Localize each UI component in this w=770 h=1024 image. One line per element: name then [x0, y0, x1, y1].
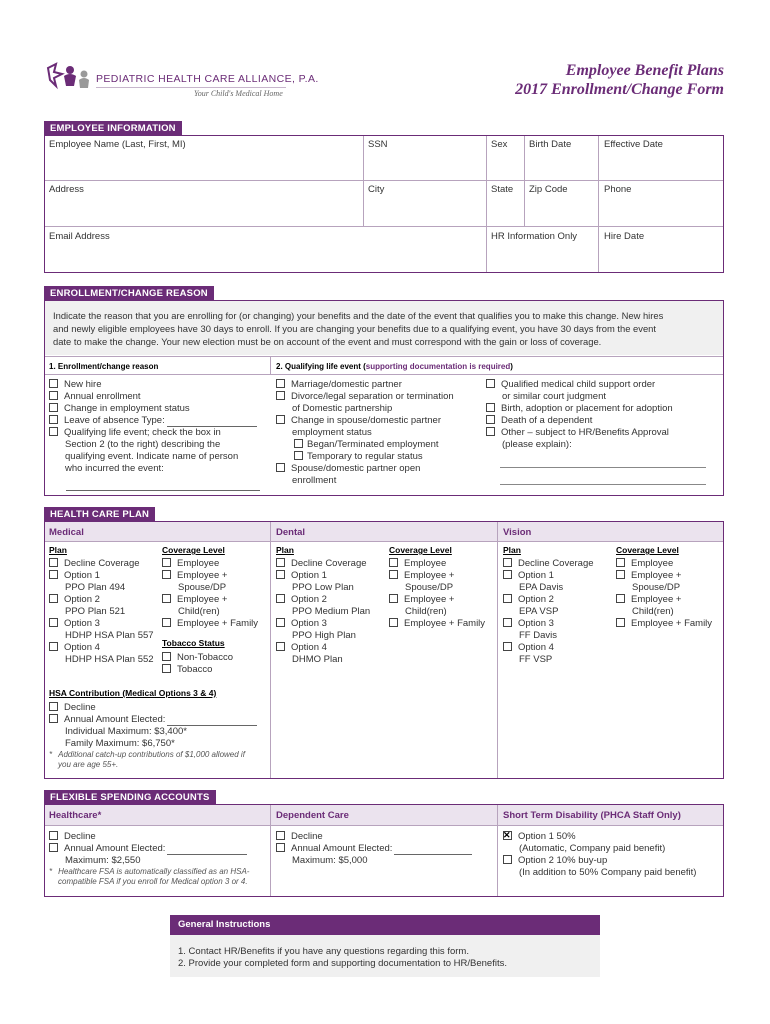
- checkbox[interactable]: [162, 664, 171, 673]
- dental-coverage-label: Coverage Level: [389, 545, 452, 555]
- event-other-cont: (please explain):: [502, 439, 572, 450]
- checkbox[interactable]: [486, 427, 495, 436]
- checkbox[interactable]: [276, 379, 285, 388]
- vision-option-3[interactable]: [503, 618, 554, 630]
- employee-info-box: [44, 135, 724, 273]
- zip-code-field[interactable]: Zip Code: [529, 184, 568, 195]
- medical-plan-name: HDHP HSA Plan 557: [65, 630, 154, 641]
- std-head: Short Term Disability (PHCA Staff Only): [503, 810, 681, 821]
- checkbox[interactable]: [49, 702, 58, 711]
- vision-plan-name: FF VSP: [519, 654, 553, 665]
- dental-plan-name: PPO Medium Plan: [292, 606, 371, 617]
- plan-label: Decline Coverage: [64, 558, 140, 569]
- divider: [270, 356, 271, 374]
- checkbox[interactable]: [486, 379, 495, 388]
- checkbox[interactable]: [503, 618, 512, 627]
- checkbox[interactable]: [49, 831, 58, 840]
- checkbox[interactable]: [49, 391, 58, 400]
- hc-fsa-amount-input[interactable]: [167, 846, 247, 855]
- other-explain-input[interactable]: [500, 484, 706, 485]
- divider: [270, 805, 271, 896]
- checkbox[interactable]: [503, 558, 512, 567]
- fsa-label: Annual Amount Elected:: [291, 843, 393, 854]
- checkbox[interactable]: [49, 642, 58, 651]
- enrollment-intro-2: and newly eligible employees have 30 days to enroll. If you are changing your benefits due to a qualifying event, you have 30 days from the event: [53, 323, 656, 334]
- plan-label: Decline Coverage: [518, 558, 594, 569]
- tobacco-status-label: Tobacco Status: [162, 638, 225, 648]
- dental-decline[interactable]: [276, 558, 367, 570]
- coverage-label: Employee +: [404, 570, 455, 581]
- reason-label: Annual enrollment: [64, 391, 141, 402]
- reason-leave[interactable]: [49, 415, 257, 427]
- dependent-care-head: Dependent Care: [276, 810, 349, 821]
- plan-label: Option 3: [291, 618, 327, 629]
- coverage-label: Employee: [177, 558, 220, 569]
- vision-head: Vision: [503, 527, 532, 538]
- coverage-label: Employee: [404, 558, 447, 569]
- vision-option-2[interactable]: [503, 594, 554, 606]
- checkbox[interactable]: [276, 391, 285, 400]
- plan-label: Option 2: [64, 594, 100, 605]
- vision-cov-spouse[interactable]: [616, 570, 681, 582]
- dental-cov-spouse[interactable]: [389, 570, 454, 582]
- coverage-label: Employee + Family: [404, 618, 486, 629]
- checkbox[interactable]: [503, 570, 512, 579]
- checkbox[interactable]: [162, 558, 171, 567]
- email-field[interactable]: Email Address: [49, 231, 110, 242]
- birth-date-field[interactable]: Birth Date: [529, 139, 572, 150]
- dental-option-3[interactable]: [276, 618, 327, 630]
- divider: [45, 356, 723, 357]
- fsa-label: Annual Amount Elected:: [64, 843, 166, 854]
- std-option-1-desc: (Automatic, Company paid benefit): [519, 843, 666, 854]
- divider: [45, 180, 723, 181]
- std-option-2[interactable]: [503, 855, 607, 867]
- hsa-note-cont: you are age 55+.: [58, 760, 119, 769]
- hsa-decline[interactable]: [49, 702, 96, 714]
- plan-label: Option 3: [518, 618, 554, 629]
- std-label: Option 1 50%: [518, 831, 576, 842]
- event-spouse-open-cont: enrollment: [292, 475, 337, 486]
- dental-plan-name: PPO Low Plan: [292, 582, 354, 593]
- plan-label: Option 2: [291, 594, 327, 605]
- medical-plan-name: PPO Plan 521: [65, 606, 126, 617]
- event-birth-adoption[interactable]: [486, 403, 673, 415]
- logo-divider: [96, 87, 286, 88]
- checkbox[interactable]: [49, 618, 58, 627]
- coverage-label: Employee +: [631, 594, 682, 605]
- checkbox[interactable]: [503, 642, 512, 651]
- tobacco-yes[interactable]: [162, 664, 212, 676]
- event-label: Death of a dependent: [501, 415, 593, 426]
- hsa-label: Annual Amount Elected:: [64, 714, 166, 725]
- coverage-label: Employee +: [404, 594, 455, 605]
- event-label: Divorce/legal separation or termination: [291, 391, 454, 402]
- checkbox[interactable]: [276, 463, 285, 472]
- medical-cov-children[interactable]: [162, 594, 227, 606]
- plan-label: Option 2: [518, 594, 554, 605]
- event-divorce[interactable]: [276, 391, 454, 403]
- vision-option-1[interactable]: [503, 570, 554, 582]
- event-label: Other – subject to HR/Benefits Approval: [501, 427, 669, 438]
- other-explain-input[interactable]: [500, 467, 706, 468]
- vision-plan-name: EPA Davis: [519, 582, 564, 593]
- dental-cov-children[interactable]: [389, 594, 454, 606]
- checkbox[interactable]: [276, 558, 285, 567]
- divider: [497, 522, 498, 778]
- coverage-label: Employee + Family: [177, 618, 259, 629]
- enrollment-tab: ENROLLMENT/CHANGE REASON: [44, 286, 214, 301]
- instruction-1: 1. Contact HR/Benefits if you have any questions regarding this form.: [178, 946, 469, 957]
- divider: [497, 805, 498, 896]
- coverage-cont: Spouse/DP: [632, 582, 681, 593]
- checkbox[interactable]: [389, 570, 398, 579]
- checkbox[interactable]: [49, 558, 58, 567]
- health-head-bg: [45, 522, 723, 541]
- hsa-note: [49, 750, 245, 761]
- checkbox[interactable]: [49, 714, 58, 723]
- enrollment-col1-head: 1. Enrollment/change reason: [49, 362, 159, 371]
- logo: [44, 62, 319, 102]
- event-label: Change in spouse/domestic partner: [291, 415, 441, 426]
- divider: [270, 522, 271, 778]
- event-spouse-open[interactable]: [276, 463, 420, 475]
- ssn-field[interactable]: SSN: [368, 139, 388, 150]
- event-child-support[interactable]: [486, 379, 655, 391]
- coverage-label: Employee +: [177, 594, 228, 605]
- hsa-amount-input[interactable]: [167, 717, 257, 726]
- checkbox[interactable]: [276, 594, 285, 603]
- dental-cov-employee[interactable]: [389, 558, 446, 570]
- medical-option-3[interactable]: [49, 618, 100, 630]
- medical-cov-family[interactable]: [162, 618, 258, 630]
- hsa-family-max: Family Maximum: $6,750*: [65, 738, 175, 749]
- reason-qualifying-cont: who incurred the event:: [65, 463, 164, 474]
- event-marriage[interactable]: [276, 379, 402, 391]
- plan-label: Option 3: [64, 618, 100, 629]
- hire-date-field[interactable]: Hire Date: [604, 231, 645, 242]
- address-field[interactable]: Address: [49, 184, 84, 195]
- plan-label: Option 4: [64, 642, 100, 653]
- checkbox[interactable]: [616, 570, 625, 579]
- dental-option-1[interactable]: [276, 570, 327, 582]
- checkbox[interactable]: [276, 843, 285, 852]
- reason-label: New hire: [64, 379, 102, 390]
- event-spouse-cont: employment status: [292, 427, 372, 438]
- checkbox[interactable]: [49, 427, 58, 436]
- dental-head: Dental: [276, 527, 306, 538]
- checkbox[interactable]: [276, 415, 285, 424]
- medical-decline[interactable]: [49, 558, 140, 570]
- std-option-1[interactable]: [503, 831, 576, 843]
- plan-label: Decline Coverage: [291, 558, 367, 569]
- medical-option-1[interactable]: [49, 570, 100, 582]
- reason-qualifying-cont: Section 2 (to the right) describing the: [65, 439, 221, 450]
- event-label: Qualified medical child support order: [501, 379, 656, 390]
- checkbox[interactable]: [389, 618, 398, 627]
- checkbox[interactable]: [162, 594, 171, 603]
- checkbox[interactable]: [276, 642, 285, 651]
- vision-decline[interactable]: [503, 558, 594, 570]
- reason-new-hire[interactable]: [49, 379, 102, 391]
- checkbox[interactable]: [389, 558, 398, 567]
- checkbox[interactable]: [162, 570, 171, 579]
- event-child-support-cont: or similar court judgment: [502, 391, 607, 402]
- reason-employment-change[interactable]: [49, 403, 190, 415]
- hsa-individual-max: Individual Maximum: $3,400*: [65, 726, 187, 737]
- city-field[interactable]: City: [368, 184, 385, 195]
- divider: [45, 374, 723, 375]
- instruction-2: 2. Provide your completed form and supporting documentation to HR/Benefits.: [178, 958, 507, 969]
- coverage-cont: Spouse/DP: [178, 582, 227, 593]
- dental-option-4[interactable]: [276, 642, 327, 654]
- coverage-label: Employee +: [177, 570, 228, 581]
- hsa-annual[interactable]: [49, 714, 257, 726]
- checkbox[interactable]: [276, 618, 285, 627]
- coverage-cont: Child(ren): [632, 606, 674, 617]
- dc-fsa-max: Maximum: $5,000: [292, 855, 368, 866]
- vision-cov-family[interactable]: [616, 618, 712, 630]
- coverage-cont: Spouse/DP: [405, 582, 454, 593]
- reason-label: Leave of absence Type:: [64, 415, 165, 426]
- std-label: Option 2 10% buy-up: [518, 855, 608, 866]
- medical-coverage-label: Coverage Level: [162, 545, 225, 555]
- enrollment-col2-head: [276, 361, 513, 373]
- vision-cov-employee[interactable]: [616, 558, 673, 570]
- dental-cov-family[interactable]: [389, 618, 485, 630]
- checkbox[interactable]: [276, 570, 285, 579]
- event-spouse-employment[interactable]: [276, 415, 441, 427]
- instructions-head: General Instructions: [170, 915, 600, 935]
- hc-fsa-note-cont: compatible FSA if you enroll for Medical option 3 or 4.: [58, 877, 248, 886]
- checkbox[interactable]: [49, 594, 58, 603]
- asterisk: *: [49, 867, 53, 876]
- vision-option-4[interactable]: [503, 642, 554, 654]
- plan-label: Option 4: [291, 642, 327, 653]
- note-text: Healthcare FSA is automatically classified as an HSA-: [58, 867, 250, 876]
- divider: [45, 825, 723, 826]
- fsa-label: Decline: [291, 831, 323, 842]
- effective-date-field[interactable]: Effective Date: [604, 139, 663, 150]
- event-divorce-cont: of Domestic partnership: [292, 403, 393, 414]
- dc-fsa-annual[interactable]: [276, 843, 472, 855]
- plan-label: Option 1: [291, 570, 327, 581]
- hc-fsa-annual[interactable]: [49, 843, 247, 855]
- checkbox[interactable]: [49, 403, 58, 412]
- coverage-label: Employee: [631, 558, 674, 569]
- vision-cov-children[interactable]: [616, 594, 681, 606]
- event-death[interactable]: [486, 415, 592, 427]
- checkbox[interactable]: [486, 415, 495, 424]
- checkbox[interactable]: [294, 439, 303, 448]
- dental-plan-name: DHMO Plan: [292, 654, 343, 665]
- divider: [524, 136, 525, 226]
- checkbox[interactable]: [162, 652, 171, 661]
- checkbox[interactable]: [389, 594, 398, 603]
- reason-qualifying-cont: qualifying event. Indicate name of person: [65, 451, 239, 462]
- hsa-label: Decline: [64, 702, 96, 713]
- tobacco-label: Tobacco: [177, 664, 213, 675]
- healthcare-fsa-head: Healthcare*: [49, 810, 102, 821]
- checkbox[interactable]: [294, 451, 303, 460]
- checkbox[interactable]: [49, 379, 58, 388]
- checkbox[interactable]: [49, 415, 58, 424]
- checkbox[interactable]: [616, 594, 625, 603]
- medical-plan-name: PPO Plan 494: [65, 582, 126, 593]
- form-subtitle: 2017 Enrollment/Change Form: [515, 81, 724, 98]
- employee-name-field[interactable]: Employee Name (Last, First, MI): [49, 139, 186, 150]
- checkbox[interactable]: [616, 558, 625, 567]
- coverage-label: Employee + Family: [631, 618, 713, 629]
- dc-fsa-decline[interactable]: [276, 831, 323, 843]
- coverage-cont: Child(ren): [405, 606, 447, 617]
- dental-plan-name: PPO High Plan: [292, 630, 356, 641]
- medical-head: Medical: [49, 527, 84, 538]
- event-label: Marriage/domestic partner: [291, 379, 402, 390]
- plan-label: Option 1: [518, 570, 554, 581]
- logo-mark-icon: [44, 62, 96, 94]
- event-label: Temporary to regular status: [307, 451, 423, 462]
- divider: [598, 136, 599, 272]
- hr-info-only-field: HR Information Only: [491, 231, 578, 242]
- plan-label: Option 1: [64, 570, 100, 581]
- hc-fsa-max: Maximum: $2,550: [65, 855, 141, 866]
- phone-field[interactable]: Phone: [604, 184, 632, 195]
- enrollment-intro-1: Indicate the reason that you are enrolling for (or changing) your benefits and the date of the event that qualifies you to make this change. New hires: [53, 310, 664, 321]
- reason-annual[interactable]: [49, 391, 141, 403]
- col2-head-main: 2. Qualifying life event (: [276, 362, 366, 371]
- medical-option-2[interactable]: [49, 594, 100, 606]
- sex-field[interactable]: Sex: [491, 139, 508, 150]
- checkbox[interactable]: [486, 403, 495, 412]
- medical-plan-name: HDHP HSA Plan 552: [65, 654, 154, 665]
- leave-type-input[interactable]: [167, 418, 257, 427]
- event-label: Birth, adoption or placement for adoption: [501, 403, 673, 414]
- vision-plan-name: FF Davis: [519, 630, 557, 641]
- fsa-label: Decline: [64, 831, 96, 842]
- checkbox[interactable]: [503, 594, 512, 603]
- asterisk: *: [49, 750, 53, 759]
- checkbox[interactable]: [49, 570, 58, 579]
- vision-plan-name: EPA VSP: [519, 606, 559, 617]
- checkbox-checked[interactable]: [503, 831, 512, 840]
- plan-label: Option 4: [518, 642, 554, 653]
- event-label: Spouse/domestic partner open: [291, 463, 421, 474]
- tobacco-non[interactable]: [162, 652, 233, 664]
- event-other[interactable]: [486, 427, 669, 439]
- health-care-tab: HEALTH CARE PLAN: [44, 507, 155, 522]
- coverage-cont: Child(ren): [178, 606, 220, 617]
- col2-head-end: ): [510, 362, 513, 371]
- dc-fsa-amount-input[interactable]: [394, 846, 472, 855]
- vision-plan-label: Plan: [503, 545, 521, 555]
- reason-qualifying[interactable]: [49, 427, 221, 439]
- std-option-2-desc: (In addition to 50% Company paid benefit): [519, 867, 697, 878]
- fsa-tab: FLEXIBLE SPENDING ACCOUNTS: [44, 790, 216, 805]
- reason-label: Qualifying life event; check the box in: [64, 427, 221, 438]
- checkbox[interactable]: [162, 618, 171, 627]
- coverage-label: Employee +: [631, 570, 682, 581]
- enrollment-intro-3: date to make the change. Your new election must be on account of the event and must correspond with the gain or loss of coverage.: [53, 336, 602, 347]
- state-field[interactable]: State: [491, 184, 514, 195]
- note-text: Additional catch-up contributions of $1,000 allowed if: [58, 750, 245, 759]
- tagline: Your Child's Medical Home: [194, 89, 283, 98]
- event-began-terminated[interactable]: [294, 439, 439, 451]
- col2-head-emph: supporting documentation is required: [365, 362, 511, 371]
- employee-info-tab: EMPLOYEE INFORMATION: [44, 121, 182, 136]
- person-name-input[interactable]: [66, 490, 260, 491]
- divider: [363, 136, 364, 226]
- event-label: Began/Terminated employment: [307, 439, 439, 450]
- hsa-head: HSA Contribution (Medical Options 3 & 4): [49, 688, 217, 698]
- form-title: Employee Benefit Plans: [565, 62, 724, 79]
- medical-plan-label: Plan: [49, 545, 67, 555]
- event-temporary-regular[interactable]: [294, 451, 423, 463]
- org-name: PEDIATRIC HEALTH CARE ALLIANCE, P.A.: [96, 73, 319, 85]
- checkbox[interactable]: [616, 618, 625, 627]
- hc-fsa-note: [49, 867, 249, 878]
- hc-fsa-decline[interactable]: [49, 831, 96, 843]
- checkbox[interactable]: [503, 855, 512, 864]
- tobacco-label: Non-Tobacco: [177, 652, 233, 663]
- dental-plan-label: Plan: [276, 545, 294, 555]
- checkbox[interactable]: [49, 843, 58, 852]
- divider: [486, 136, 487, 272]
- medical-cov-employee[interactable]: [162, 558, 219, 570]
- checkbox[interactable]: [276, 831, 285, 840]
- medical-option-4[interactable]: [49, 642, 100, 654]
- reason-label: Change in employment status: [64, 403, 190, 414]
- dental-option-2[interactable]: [276, 594, 327, 606]
- divider: [45, 226, 723, 227]
- medical-cov-spouse[interactable]: [162, 570, 227, 582]
- vision-coverage-label: Coverage Level: [616, 545, 679, 555]
- divider: [45, 541, 723, 542]
